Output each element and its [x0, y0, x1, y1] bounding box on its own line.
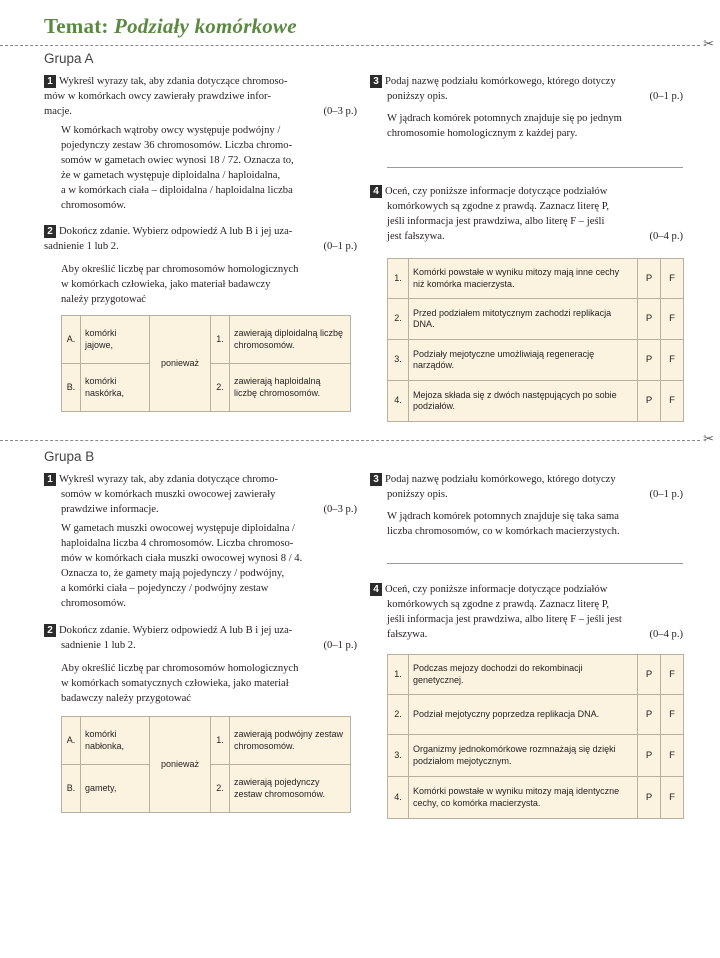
- question-number: 4: [370, 185, 382, 198]
- connector-text: ponieważ: [150, 316, 211, 412]
- points: (0–1 p.): [323, 640, 357, 651]
- false-option[interactable]: F: [661, 381, 684, 422]
- group-a-question-3: [370, 74, 683, 168]
- body-line: chromosomów.: [61, 598, 126, 609]
- group-b-question-4: [370, 582, 683, 819]
- q4-line: Oceń, czy poniższe informacje dotyczące podziałów: [385, 186, 608, 197]
- q4-line: jeśli informacja jest prawdziwa, albo literę F – jeśli: [387, 216, 605, 227]
- question-number: 1: [44, 473, 56, 486]
- statement: Przed podziałem mitotycznym zachodzi replikacja DNA.: [409, 299, 638, 340]
- option-letter[interactable]: A.: [62, 717, 81, 765]
- body-line: Aby określić liczbę par chromosomów homologicznych: [61, 264, 299, 275]
- points: (0–3 p.): [323, 504, 357, 515]
- q3-line: poniższy opis.: [387, 91, 448, 102]
- false-option[interactable]: F: [661, 259, 684, 299]
- body-line: pojedynczy zestaw 36 chromosomów. Liczba chromo-: [61, 140, 293, 151]
- table-row: [388, 695, 684, 735]
- group-a-question-2: [44, 224, 357, 412]
- body-line: chromosomie homologicznym z każdej pary.: [387, 128, 578, 139]
- false-option[interactable]: F: [661, 340, 684, 381]
- answer-table: [61, 315, 351, 412]
- question-number: 4: [370, 583, 382, 596]
- group-b-question-2: [44, 623, 357, 813]
- points: (0–4 p.): [649, 231, 683, 242]
- q2-line: sadnienie 1 lub 2.: [61, 640, 136, 651]
- table-row: [388, 381, 684, 422]
- body-line: W jądrach komórek potomnych znajduje się po jednym: [387, 113, 622, 124]
- q1-line: mów w komórkach owcy zawierały prawdziwe infor-: [44, 91, 271, 102]
- connector-text: ponieważ: [150, 717, 211, 813]
- table-row: [388, 299, 684, 340]
- q2-body: [44, 661, 357, 706]
- table-row: [388, 735, 684, 777]
- q2-line: Dokończ zdanie. Wybierz odpowiedź A lub B i jej uza-: [59, 625, 293, 636]
- row-number: 1.: [388, 259, 409, 299]
- row-number: 4.: [388, 777, 409, 819]
- false-option[interactable]: F: [661, 695, 684, 735]
- option-letter[interactable]: A.: [62, 316, 81, 364]
- question-number: 2: [44, 624, 56, 637]
- points: (0–1 p.): [649, 489, 683, 500]
- table-row: [388, 340, 684, 381]
- reason-text[interactable]: zawierają podwójny zestaw chromosomów.: [230, 717, 351, 765]
- statement: Mejoza składa się z dwóch następujących po sobie podziałów.: [409, 381, 638, 422]
- body-line: chromosomów.: [61, 200, 126, 211]
- q1-line: macje.: [44, 106, 72, 117]
- body-line: haploidalna liczba 4 chromosomów. Liczba chromoso-: [61, 538, 294, 549]
- option-text[interactable]: komórki jajowe,: [81, 316, 150, 364]
- row-number: 1.: [388, 655, 409, 695]
- cut-line-middle: [0, 440, 700, 441]
- false-option[interactable]: F: [661, 777, 684, 819]
- body-line: należy przygotować: [61, 294, 147, 305]
- true-option[interactable]: P: [638, 340, 661, 381]
- points: (0–1 p.): [323, 241, 357, 252]
- q1-body: [44, 123, 357, 213]
- row-number: 4.: [388, 381, 409, 422]
- q1-line: Wykreśl wyrazy tak, aby zdania dotyczące chromo-: [59, 474, 279, 485]
- table-row: [388, 655, 684, 695]
- q1-body: [44, 521, 357, 611]
- question-number: 2: [44, 225, 56, 238]
- page-title: [44, 14, 297, 39]
- q4-line: komórkowych są zgodne z prawdą. Zaznacz literę P,: [387, 599, 610, 610]
- option-text[interactable]: komórki nabłonka,: [81, 717, 150, 765]
- q4-line: komórkowych są zgodne z prawdą. Zaznacz literę P,: [387, 201, 610, 212]
- answer-line[interactable]: [387, 563, 683, 564]
- scissors-icon: ✂: [703, 432, 714, 447]
- statement: Organizmy jednokomórkowe rozmnażają się dzięki podziałom mejotycznym.: [409, 735, 638, 777]
- q3-body: [370, 509, 683, 539]
- body-line: badawczy należy przygotować: [61, 693, 192, 704]
- scissors-icon: ✂: [703, 37, 714, 52]
- body-line: a komórki ciała – pojedynczy / podwójny zestaw: [61, 583, 269, 594]
- question-number: 1: [44, 75, 56, 88]
- true-option[interactable]: P: [638, 777, 661, 819]
- statement: Komórki powstałe w wyniku mitozy mają inne cechy niż komórka macierzysta.: [409, 259, 638, 299]
- row-number: 2.: [388, 299, 409, 340]
- option-text[interactable]: komórki naskórka,: [81, 364, 150, 412]
- true-option[interactable]: P: [638, 655, 661, 695]
- body-line: W jądrach komórek potomnych znajduje się taka sama: [387, 511, 619, 522]
- table-row: [388, 259, 684, 299]
- question-number: 3: [370, 473, 382, 486]
- points: (0–4 p.): [649, 629, 683, 640]
- true-option[interactable]: P: [638, 735, 661, 777]
- group-b-question-1: [44, 472, 357, 611]
- answer-line[interactable]: [387, 167, 683, 168]
- body-line: W komórkach wątroby owcy występuje podwójny /: [61, 125, 281, 136]
- body-line: liczba chromosomów, co w komórkach macierzystych.: [387, 526, 620, 537]
- body-line: w komórkach somatycznych człowieka, jako materiał: [61, 678, 289, 689]
- q4-line: jeśli informacja jest prawdziwa, albo literę F – jeśli jest: [387, 614, 622, 625]
- q1-line: somów w komórkach muszki owocowej zawierały: [61, 489, 276, 500]
- body-line: mów w komórkach ciała muszki owocowej wynosi 8 / 4.: [61, 553, 303, 564]
- q2-line: Dokończ zdanie. Wybierz odpowiedź A lub B i jej uza-: [59, 226, 293, 237]
- option-text[interactable]: gamety,: [81, 765, 150, 813]
- reason-text[interactable]: zawierają haploidalną liczbę chromosomów.: [230, 364, 351, 412]
- table-row: [388, 777, 684, 819]
- q3-body: [370, 111, 683, 141]
- statement: Podział mejotyczny poprzedza replikacja DNA.: [409, 695, 638, 735]
- group-b-question-3: [370, 472, 683, 564]
- body-line: Oznacza to, że gamety mają pojedynczy / podwójny,: [61, 568, 285, 579]
- body-line: w komórkach człowieka, jako materiał badawczy: [61, 279, 271, 290]
- title-topic: Podziały komórkowe: [114, 14, 297, 38]
- answer-table: [61, 716, 351, 813]
- title-label: Temat:: [44, 14, 109, 38]
- true-false-table: [387, 654, 684, 819]
- false-option[interactable]: F: [661, 299, 684, 340]
- q1-line: prawdziwe informacje.: [61, 504, 159, 515]
- row-number: 3.: [388, 340, 409, 381]
- q1-line: Wykreśl wyrazy tak, aby zdania dotyczące chromoso-: [59, 76, 288, 87]
- group-b-label: Grupa B: [44, 449, 95, 464]
- q3-line: poniższy opis.: [387, 489, 448, 500]
- reason-text[interactable]: zawierają pojedynczy zestaw chromosomów.: [230, 765, 351, 813]
- q4-line: fałszywa.: [387, 629, 428, 640]
- body-line: że w gametach występuje diploidalna / haploidalna,: [61, 170, 281, 181]
- q2-line: sadnienie 1 lub 2.: [44, 241, 119, 252]
- group-a-question-1: [44, 74, 357, 213]
- body-line: W gametach muszki owocowej występuje diploidalna /: [61, 523, 295, 534]
- points: (0–1 p.): [649, 91, 683, 102]
- body-line: Aby określić liczbę par chromosomów homologicznych: [61, 663, 299, 674]
- true-option[interactable]: P: [638, 695, 661, 735]
- true-option[interactable]: P: [638, 381, 661, 422]
- question-number: 3: [370, 75, 382, 88]
- reason-number[interactable]: 2.: [211, 364, 230, 412]
- q3-line: Podaj nazwę podziału komórkowego, którego dotyczy: [385, 474, 616, 485]
- option-letter[interactable]: B.: [62, 765, 81, 813]
- true-option[interactable]: P: [638, 259, 661, 299]
- q3-line: Podaj nazwę podziału komórkowego, którego dotyczy: [385, 76, 616, 87]
- reason-number[interactable]: 1.: [211, 316, 230, 364]
- option-letter[interactable]: B.: [62, 364, 81, 412]
- statement: Podziały mejotyczne umożliwiają regenerację narządów.: [409, 340, 638, 381]
- group-a-question-4: [370, 184, 683, 422]
- false-option[interactable]: F: [661, 735, 684, 777]
- reason-number[interactable]: 1.: [211, 717, 230, 765]
- q2-body: [44, 262, 357, 307]
- group-a-label: Grupa A: [44, 51, 94, 66]
- true-option[interactable]: P: [638, 299, 661, 340]
- row-number: 3.: [388, 735, 409, 777]
- q4-line: jest fałszywa.: [387, 231, 445, 242]
- statement: Podczas mejozy dochodzi do rekombinacji genetycznej.: [409, 655, 638, 695]
- q4-line: Oceń, czy poniższe informacje dotyczące podziałów: [385, 584, 608, 595]
- statement: Komórki powstałe w wyniku mitozy mają identyczne cechy, co komórka macierzysta.: [409, 777, 638, 819]
- body-line: a w komórkach ciała – diploidalna / haploidalna liczba: [61, 185, 293, 196]
- row-number: 2.: [388, 695, 409, 735]
- body-line: somów w gametach owiec wynosi 18 / 72. Oznacza to,: [61, 155, 294, 166]
- reason-text[interactable]: zawierają diploidalną liczbę chromosomów.: [230, 316, 351, 364]
- false-option[interactable]: F: [661, 655, 684, 695]
- points: (0–3 p.): [323, 106, 357, 117]
- cut-line-top: [0, 45, 700, 46]
- reason-number[interactable]: 2.: [211, 765, 230, 813]
- true-false-table: [387, 258, 684, 422]
